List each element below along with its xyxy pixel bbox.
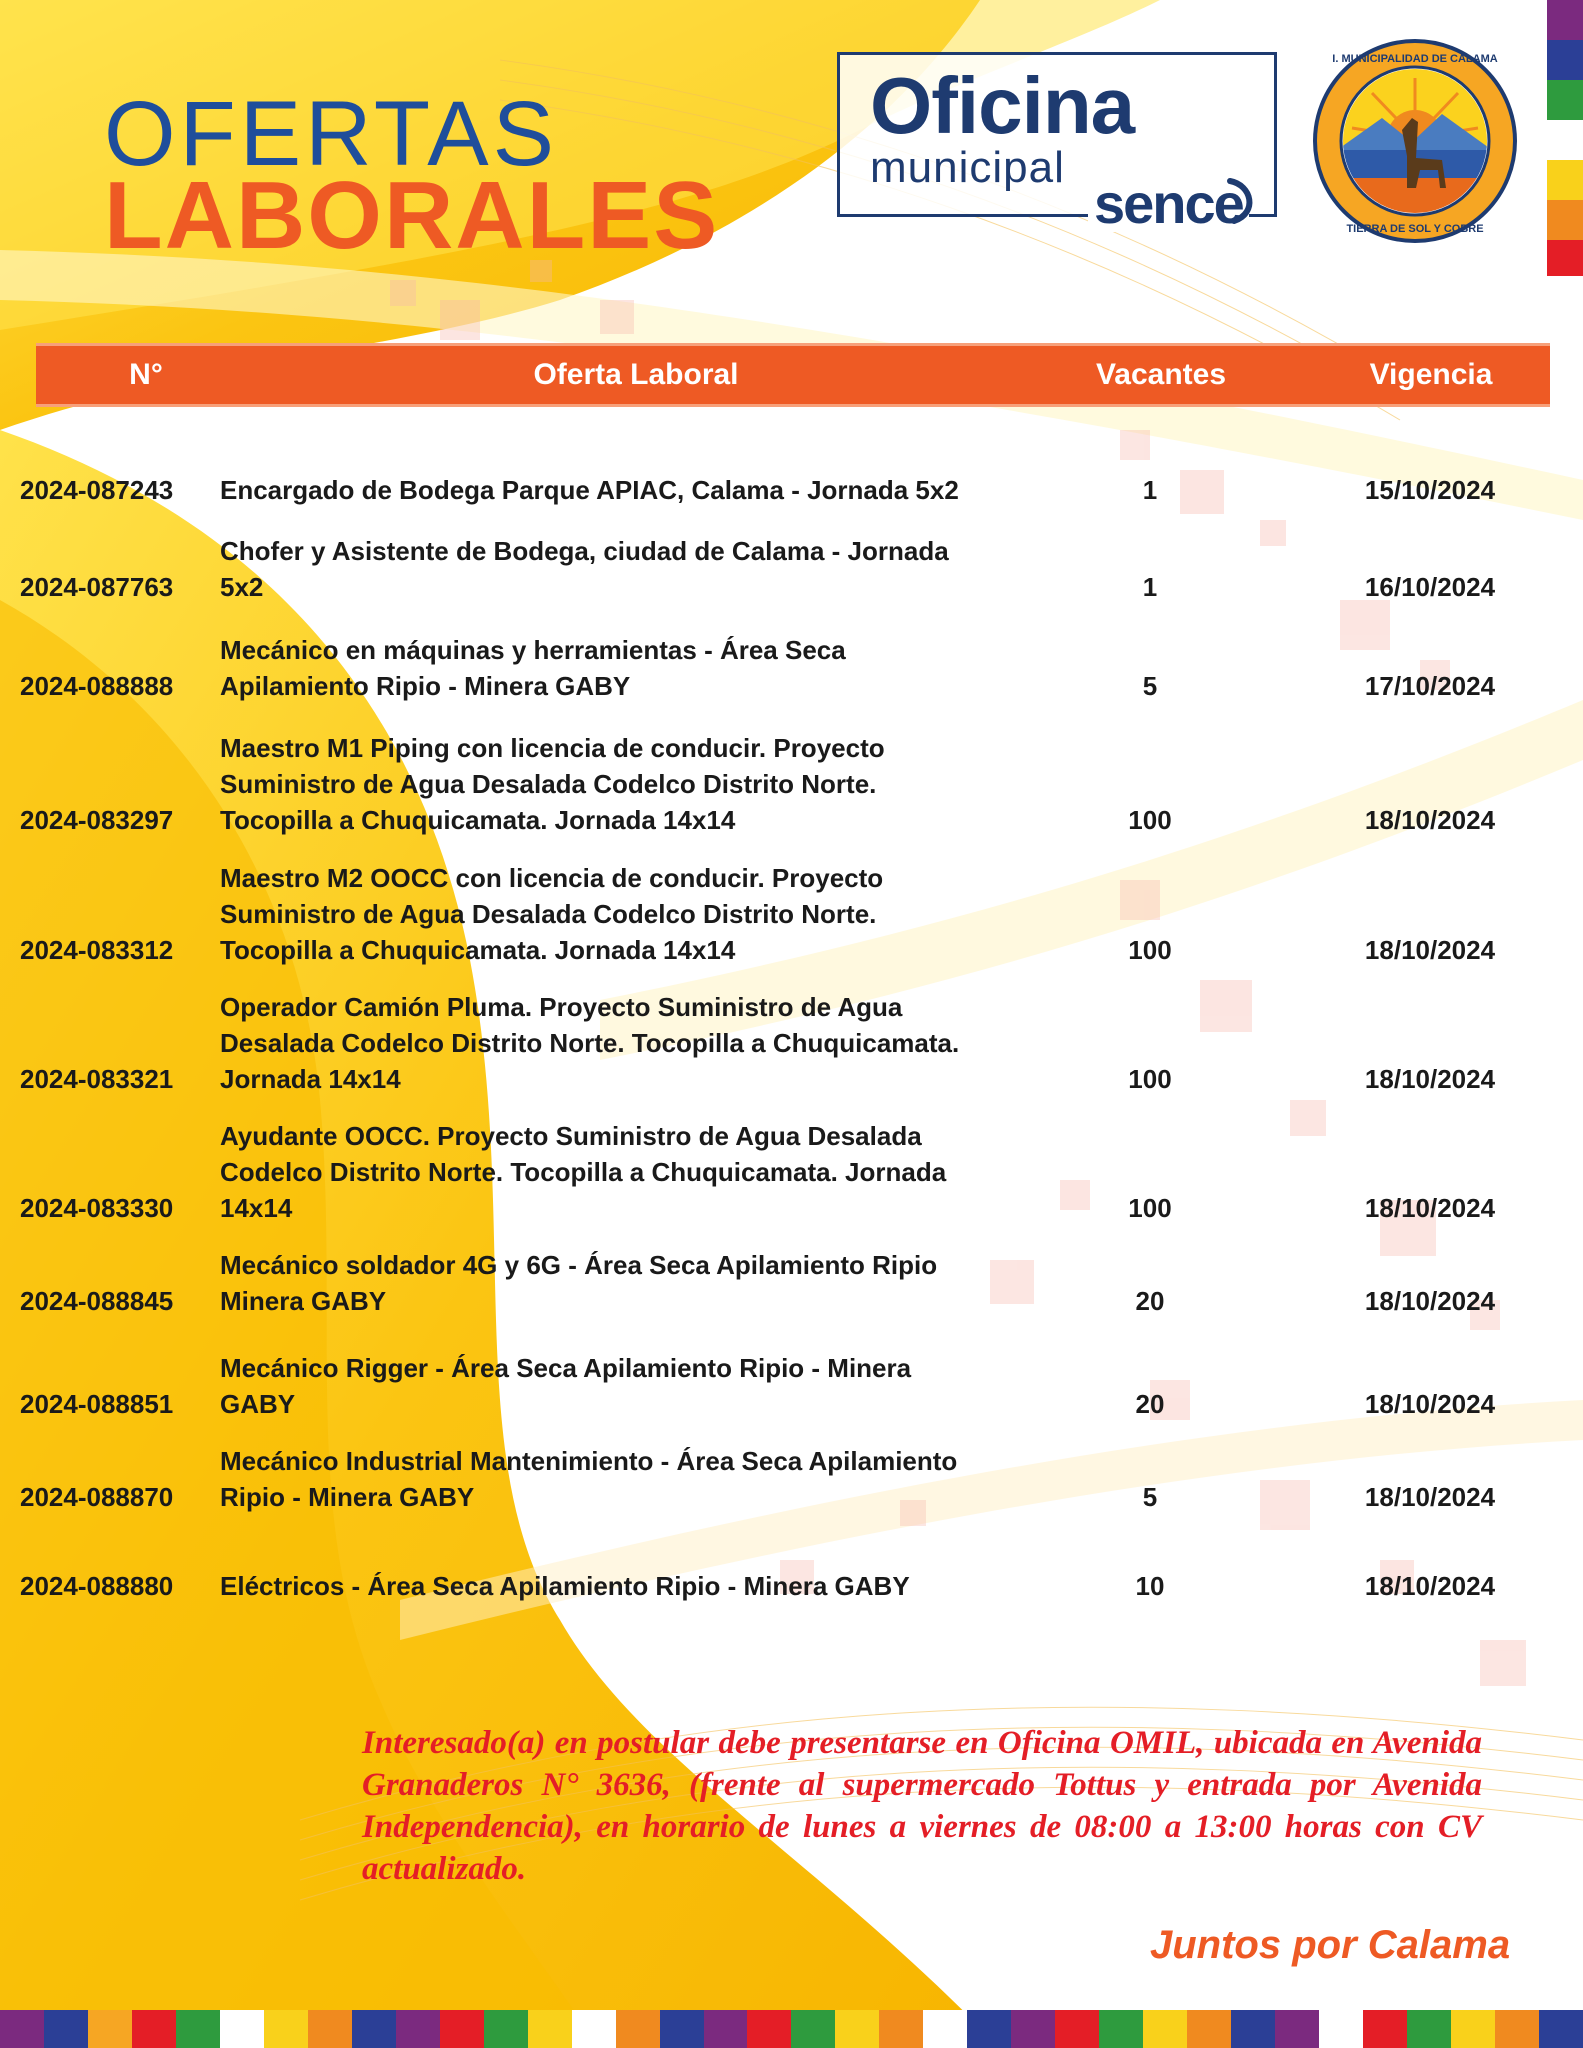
offer-description-line: Chofer y Asistente de Bodega, ciudad de Calama - Jornada — [220, 536, 949, 566]
bottom-color-block — [1363, 2010, 1407, 2048]
offer-description-line: Ripio - Minera GABY — [220, 1482, 475, 1512]
offer-description-line: Maestro M2 OOCC con licencia de conducir. Proyecto — [220, 863, 884, 893]
bottom-color-block — [396, 2010, 440, 2048]
bottom-color-block — [1275, 2010, 1319, 2048]
color-strip-purple — [1547, 0, 1583, 40]
sence-arc-icon — [1222, 175, 1262, 225]
bottom-color-block — [1055, 2010, 1099, 2048]
table-row — [0, 1247, 1583, 1319]
bottom-color-block — [1011, 2010, 1055, 2048]
offer-vacancies: 100 — [1128, 1193, 1172, 1223]
bottom-color-block — [352, 2010, 396, 2048]
bottom-color-block — [1099, 2010, 1143, 2048]
table-row — [0, 533, 1583, 605]
bottom-color-block — [264, 2010, 308, 2048]
color-strip-green — [1547, 80, 1583, 120]
column-header-offer: Oferta Laboral — [533, 358, 739, 391]
offer-number: 2024-087763 — [20, 572, 174, 602]
table-row — [0, 1350, 1583, 1422]
bottom-color-block — [528, 2010, 572, 2048]
table-row — [0, 472, 1583, 508]
bottom-color-block — [616, 2010, 660, 2048]
offer-description-line: 14x14 — [220, 1193, 293, 1223]
offer-validity: 15/10/2024 — [1364, 475, 1496, 505]
bottom-color-block — [44, 2010, 88, 2048]
sence-logo-text: sence — [1088, 176, 1249, 232]
bottom-color-block — [220, 2010, 264, 2048]
offer-description-line: Jornada 14x14 — [220, 1064, 401, 1094]
color-strip-orange — [1547, 200, 1583, 240]
offer-description-line: Encargado de Bodega Parque APIAC, Calama - Jornada 5x2 — [220, 475, 959, 505]
offer-description-line: Tocopilla a Chuquicamata. Jornada 14x14 — [220, 935, 736, 965]
offer-description — [220, 632, 1010, 704]
offer-description-line: Suministro de Agua Desalada Codelco Distrito Norte. — [220, 769, 877, 799]
offer-description — [220, 1443, 1010, 1515]
offer-description-line: Eléctricos - Área Seca Apilamiento Ripio - Minera GABY — [220, 1571, 910, 1601]
offer-description-line: Ayudante OOCC. Proyecto Suministro de Agua Desalada — [220, 1121, 922, 1151]
bottom-color-block — [1407, 2010, 1451, 2048]
offer-vacancies: 5 — [1142, 1482, 1158, 1512]
bottom-color-block — [1539, 2010, 1583, 2048]
offer-description-line: Mecánico en máquinas y herramientas - Área Seca — [220, 635, 846, 665]
offer-description-line: Mecánico Rigger - Área Seca Apilamiento Ripio - Minera — [220, 1353, 912, 1383]
offer-validity: 18/10/2024 — [1364, 1286, 1496, 1316]
offer-description-line: Operador Camión Pluma. Proyecto Suministro de Agua — [220, 992, 903, 1022]
offer-description-line: 5x2 — [220, 572, 264, 602]
offer-description-line: Suministro de Agua Desalada Codelco Distrito Norte. — [220, 899, 877, 929]
offer-number: 2024-088851 — [20, 1389, 174, 1419]
offer-vacancies: 20 — [1135, 1286, 1165, 1316]
table-row — [0, 1568, 1583, 1604]
application-notice: Interesado(a) en postular debe presentarse en Oficina OMIL, ubicada en Avenida Granaderos N° 3636, (frente al supermercado Tottus y entrada por Avenida Independencia), en horario de lunes a viernes de 08:00 a 13:00 horas con CV actualizado. — [362, 1725, 1482, 1887]
bottom-color-block — [1187, 2010, 1231, 2048]
offer-description — [220, 730, 1010, 838]
color-strip-blue — [1547, 40, 1583, 80]
bottom-color-block — [1451, 2010, 1495, 2048]
offer-vacancies: 100 — [1128, 1064, 1172, 1094]
bottom-color-block — [704, 2010, 748, 2048]
municipal-logo-text: municipal — [870, 143, 1065, 192]
offer-number: 2024-088870 — [20, 1482, 174, 1512]
bottom-color-block — [308, 2010, 352, 2048]
offer-number: 2024-088845 — [20, 1286, 174, 1316]
offer-description — [220, 1568, 1010, 1604]
color-strip-red — [1547, 240, 1583, 276]
offer-description — [220, 860, 1010, 968]
bottom-color-block — [791, 2010, 835, 2048]
offer-description — [220, 1118, 1010, 1226]
bottom-color-block — [88, 2010, 132, 2048]
table-row — [0, 632, 1583, 704]
offer-number: 2024-087243 — [20, 475, 174, 505]
offer-description-line: Minera GABY — [220, 1286, 387, 1316]
offer-validity: 18/10/2024 — [1364, 1571, 1496, 1601]
bottom-color-block — [572, 2010, 616, 2048]
offer-description-line: GABY — [220, 1389, 296, 1419]
table-row — [0, 1118, 1583, 1226]
table-row — [0, 1443, 1583, 1515]
seal-text-bottom: TIERRA DE SOL Y COBRE — [1346, 223, 1484, 235]
title-ofertas: OFERTAS — [104, 83, 558, 185]
offer-description-line: Mecánico Industrial Mantenimiento - Área Seca Apilamiento — [220, 1446, 958, 1476]
table-row — [0, 730, 1583, 838]
offer-vacancies: 5 — [1142, 671, 1158, 701]
offer-number: 2024-088880 — [20, 1571, 174, 1601]
bottom-color-block — [835, 2010, 879, 2048]
offer-validity: 18/10/2024 — [1364, 805, 1496, 835]
bottom-color-block — [1231, 2010, 1275, 2048]
slogan: Juntos por Calama — [1150, 1923, 1511, 1967]
bottom-color-block — [1143, 2010, 1187, 2048]
offer-description-line: Mecánico soldador 4G y 6G - Área Seca Apilamiento Ripio — [220, 1250, 938, 1280]
offer-number: 2024-083297 — [20, 805, 174, 835]
offer-description-line: Apilamiento Ripio - Minera GABY — [220, 671, 631, 701]
offer-description — [220, 1350, 1010, 1422]
offer-vacancies: 100 — [1128, 805, 1172, 835]
offer-validity: 18/10/2024 — [1364, 1193, 1496, 1223]
offer-description-line: Tocopilla a Chuquicamata. Jornada 14x14 — [220, 805, 736, 835]
offer-description-line: Codelco Distrito Norte. Tocopilla a Chuquicamata. Jornada — [220, 1157, 947, 1187]
bottom-color-block — [132, 2010, 176, 2048]
column-header-validity: Vigencia — [1369, 358, 1493, 391]
municipal-seal-icon — [1312, 38, 1518, 244]
offer-number: 2024-088888 — [20, 671, 174, 701]
offer-vacancies: 20 — [1135, 1389, 1165, 1419]
bottom-color-block — [0, 2010, 44, 2048]
table-row — [0, 989, 1583, 1097]
oficina-logo-text: Oficina — [870, 61, 1135, 150]
bottom-color-block — [484, 2010, 528, 2048]
title-laborales: LABORALES — [104, 162, 720, 269]
bottom-color-strip — [0, 2010, 1583, 2048]
offer-description — [220, 472, 1010, 508]
bottom-color-block — [660, 2010, 704, 2048]
table-header — [36, 343, 1550, 407]
bottom-color-block — [1495, 2010, 1539, 2048]
bottom-color-block — [879, 2010, 923, 2048]
offer-number: 2024-083321 — [20, 1064, 174, 1094]
offer-validity: 18/10/2024 — [1364, 1064, 1496, 1094]
column-header-vacancies: Vacantes — [1095, 358, 1227, 391]
offer-vacancies: 1 — [1142, 475, 1158, 505]
offer-description — [220, 533, 1010, 605]
table-row — [0, 860, 1583, 968]
offer-description-line: Maestro M1 Piping con licencia de conducir. Proyecto — [220, 733, 885, 763]
bottom-color-block — [967, 2010, 1011, 2048]
bottom-color-block — [1319, 2010, 1363, 2048]
bottom-color-block — [176, 2010, 220, 2048]
offer-vacancies: 10 — [1135, 1571, 1165, 1601]
offer-validity: 17/10/2024 — [1364, 671, 1496, 701]
bottom-color-block — [747, 2010, 791, 2048]
offer-description — [220, 989, 1010, 1097]
offer-number: 2024-083330 — [20, 1193, 174, 1223]
offer-description-line: Desalada Codelco Distrito Norte. Tocopilla a Chuquicamata. — [220, 1028, 960, 1058]
seal-text-top: I. MUNICIPALIDAD DE CALAMA — [1332, 53, 1498, 65]
offer-validity: 18/10/2024 — [1364, 1389, 1496, 1419]
offer-vacancies: 100 — [1128, 935, 1172, 965]
color-strip-yellow — [1547, 160, 1583, 200]
offer-number: 2024-083312 — [20, 935, 174, 965]
bottom-color-block — [923, 2010, 967, 2048]
column-header-number: N° — [129, 358, 163, 391]
offer-description — [220, 1247, 1010, 1319]
offer-validity: 18/10/2024 — [1364, 1482, 1496, 1512]
offer-validity: 18/10/2024 — [1364, 935, 1496, 965]
bottom-color-block — [440, 2010, 484, 2048]
offer-validity: 16/10/2024 — [1364, 572, 1496, 602]
offer-vacancies: 1 — [1142, 572, 1158, 602]
